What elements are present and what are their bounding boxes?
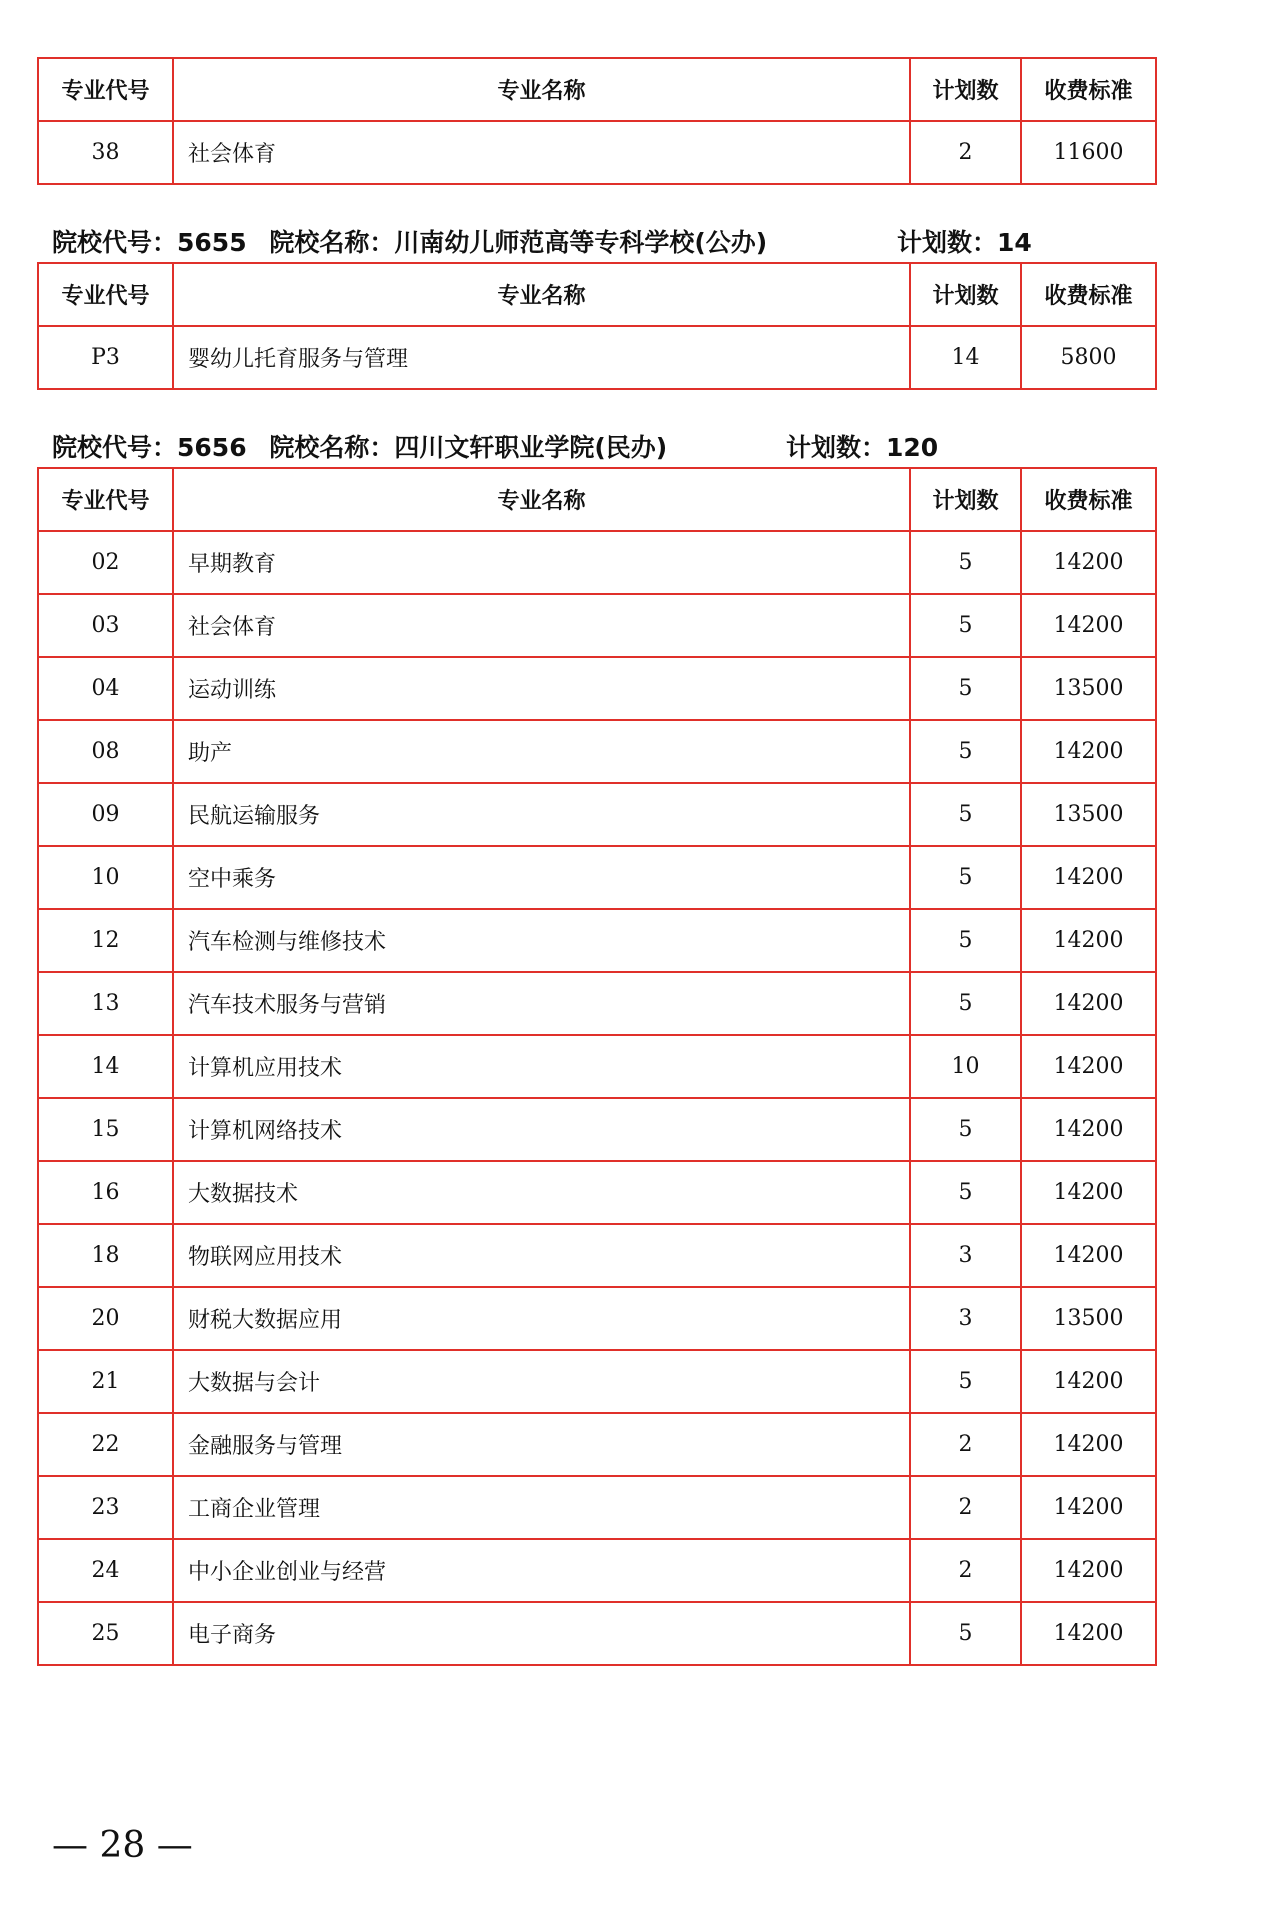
cell-major-name: 大数据与会计 (173, 1350, 910, 1413)
table-header-row (38, 58, 1156, 121)
cell-fee-standard: 14200 (1021, 1161, 1156, 1224)
table-row (38, 1602, 1156, 1665)
table-row (38, 1413, 1156, 1476)
table-row (38, 1287, 1156, 1350)
school-plan-value: 120 (886, 433, 939, 462)
plan-table-5655 (37, 262, 1157, 390)
cell-plan-count: 5 (910, 846, 1021, 909)
cell-major-name: 工商企业管理 (173, 1476, 910, 1539)
cell-plan-count: 5 (910, 909, 1021, 972)
table-row (38, 1161, 1156, 1224)
cell-fee-standard: 14200 (1021, 1035, 1156, 1098)
cell-fee-standard: 14200 (1021, 531, 1156, 594)
school-header-5656 (52, 431, 939, 465)
school-name-label: 院校名称： (269, 433, 395, 462)
table-row (38, 972, 1156, 1035)
cell-fee-standard: 13500 (1021, 657, 1156, 720)
cell-plan-count: 5 (910, 972, 1021, 1035)
school-code: 5655 (177, 228, 247, 257)
plan-table-continued (37, 57, 1157, 185)
cell-major-code: 16 (38, 1161, 173, 1224)
school-plan-count (897, 226, 1032, 260)
cell-fee-standard: 14200 (1021, 594, 1156, 657)
header-name: 专业名称 (173, 263, 910, 326)
cell-plan-count: 5 (910, 720, 1021, 783)
table-row (38, 1098, 1156, 1161)
cell-major-name: 金融服务与管理 (173, 1413, 910, 1476)
header-name: 专业名称 (173, 58, 910, 121)
cell-major-code: 02 (38, 531, 173, 594)
cell-major-code: 23 (38, 1476, 173, 1539)
header-code: 专业代号 (38, 468, 173, 531)
cell-major-code: 13 (38, 972, 173, 1035)
cell-fee-standard: 11600 (1021, 121, 1156, 184)
cell-fee-standard: 14200 (1021, 1476, 1156, 1539)
cell-plan-count: 3 (910, 1287, 1021, 1350)
cell-major-name: 早期教育 (173, 531, 910, 594)
cell-fee-standard: 5800 (1021, 326, 1156, 389)
cell-fee-standard: 14200 (1021, 1098, 1156, 1161)
page-number: — 28 — (52, 1825, 193, 1866)
cell-plan-count: 5 (910, 1161, 1021, 1224)
cell-fee-standard: 14200 (1021, 909, 1156, 972)
cell-major-code: 14 (38, 1035, 173, 1098)
cell-major-name: 计算机网络技术 (173, 1098, 910, 1161)
school-plan-count (786, 431, 938, 465)
table-row (38, 1224, 1156, 1287)
cell-major-name: 财税大数据应用 (173, 1287, 910, 1350)
cell-fee-standard: 14200 (1021, 846, 1156, 909)
cell-fee-standard: 14200 (1021, 1413, 1156, 1476)
cell-major-code: 20 (38, 1287, 173, 1350)
table-row (38, 531, 1156, 594)
cell-major-name: 空中乘务 (173, 846, 910, 909)
school-plan-label: 计划数： (786, 433, 887, 462)
cell-major-name: 汽车检测与维修技术 (173, 909, 910, 972)
header-fee: 收费标准 (1021, 58, 1156, 121)
cell-major-code: 18 (38, 1224, 173, 1287)
cell-plan-count: 10 (910, 1035, 1021, 1098)
table-row (38, 1476, 1156, 1539)
cell-major-code: P3 (38, 326, 173, 389)
table-row (38, 1035, 1156, 1098)
header-fee: 收费标准 (1021, 263, 1156, 326)
cell-plan-count: 2 (910, 121, 1021, 184)
cell-fee-standard: 14200 (1021, 972, 1156, 1035)
cell-major-code: 15 (38, 1098, 173, 1161)
school-plan-label: 计划数： (897, 228, 998, 257)
cell-major-code: 12 (38, 909, 173, 972)
school-plan-value: 14 (997, 228, 1032, 257)
cell-plan-count: 2 (910, 1539, 1021, 1602)
cell-fee-standard: 13500 (1021, 1287, 1156, 1350)
table-row (38, 121, 1156, 184)
cell-major-name: 社会体育 (173, 594, 910, 657)
cell-major-name: 运动训练 (173, 657, 910, 720)
table-header-row (38, 468, 1156, 531)
header-plan: 计划数 (910, 468, 1021, 531)
cell-major-code: 03 (38, 594, 173, 657)
table-row (38, 657, 1156, 720)
header-name: 专业名称 (173, 468, 910, 531)
cell-plan-count: 14 (910, 326, 1021, 389)
table-row (38, 326, 1156, 389)
cell-plan-count: 5 (910, 594, 1021, 657)
cell-plan-count: 5 (910, 1602, 1021, 1665)
school-code-label: 院校代号： (52, 228, 178, 257)
cell-plan-count: 2 (910, 1413, 1021, 1476)
table-row (38, 783, 1156, 846)
school-code: 5656 (177, 433, 247, 462)
school-name-label: 院校名称： (269, 228, 395, 257)
cell-major-code: 08 (38, 720, 173, 783)
header-code: 专业代号 (38, 263, 173, 326)
cell-major-code: 38 (38, 121, 173, 184)
cell-major-code: 09 (38, 783, 173, 846)
table-header-row (38, 263, 1156, 326)
cell-plan-count: 5 (910, 1098, 1021, 1161)
table-row (38, 594, 1156, 657)
cell-major-code: 25 (38, 1602, 173, 1665)
plan-table-5656 (37, 467, 1157, 1666)
school-code-label: 院校代号： (52, 433, 178, 462)
table-row (38, 1350, 1156, 1413)
cell-major-name: 计算机应用技术 (173, 1035, 910, 1098)
school-name: 川南幼儿师范高等专科学校(公办) (394, 228, 768, 257)
cell-major-code: 21 (38, 1350, 173, 1413)
cell-plan-count: 2 (910, 1476, 1021, 1539)
cell-plan-count: 5 (910, 1350, 1021, 1413)
cell-major-code: 22 (38, 1413, 173, 1476)
cell-plan-count: 5 (910, 531, 1021, 594)
cell-major-name: 大数据技术 (173, 1161, 910, 1224)
cell-major-name: 助产 (173, 720, 910, 783)
cell-fee-standard: 14200 (1021, 1539, 1156, 1602)
table-row (38, 720, 1156, 783)
cell-major-name: 中小企业创业与经营 (173, 1539, 910, 1602)
header-plan: 计划数 (910, 58, 1021, 121)
cell-major-name: 社会体育 (173, 121, 910, 184)
cell-major-name: 物联网应用技术 (173, 1224, 910, 1287)
table-row (38, 909, 1156, 972)
cell-major-code: 24 (38, 1539, 173, 1602)
cell-major-name: 电子商务 (173, 1602, 910, 1665)
cell-fee-standard: 14200 (1021, 720, 1156, 783)
header-code: 专业代号 (38, 58, 173, 121)
cell-major-code: 10 (38, 846, 173, 909)
school-header-5655 (52, 226, 1032, 260)
table-row (38, 846, 1156, 909)
header-fee: 收费标准 (1021, 468, 1156, 531)
cell-plan-count: 5 (910, 783, 1021, 846)
cell-fee-standard: 14200 (1021, 1224, 1156, 1287)
cell-plan-count: 5 (910, 657, 1021, 720)
header-plan: 计划数 (910, 263, 1021, 326)
cell-major-name: 民航运输服务 (173, 783, 910, 846)
cell-fee-standard: 13500 (1021, 783, 1156, 846)
cell-fee-standard: 14200 (1021, 1350, 1156, 1413)
cell-plan-count: 3 (910, 1224, 1021, 1287)
school-name: 四川文轩职业学院(民办) (394, 433, 668, 462)
cell-major-name: 婴幼儿托育服务与管理 (173, 326, 910, 389)
table-row (38, 1539, 1156, 1602)
cell-major-name: 汽车技术服务与营销 (173, 972, 910, 1035)
cell-major-code: 04 (38, 657, 173, 720)
cell-fee-standard: 14200 (1021, 1602, 1156, 1665)
